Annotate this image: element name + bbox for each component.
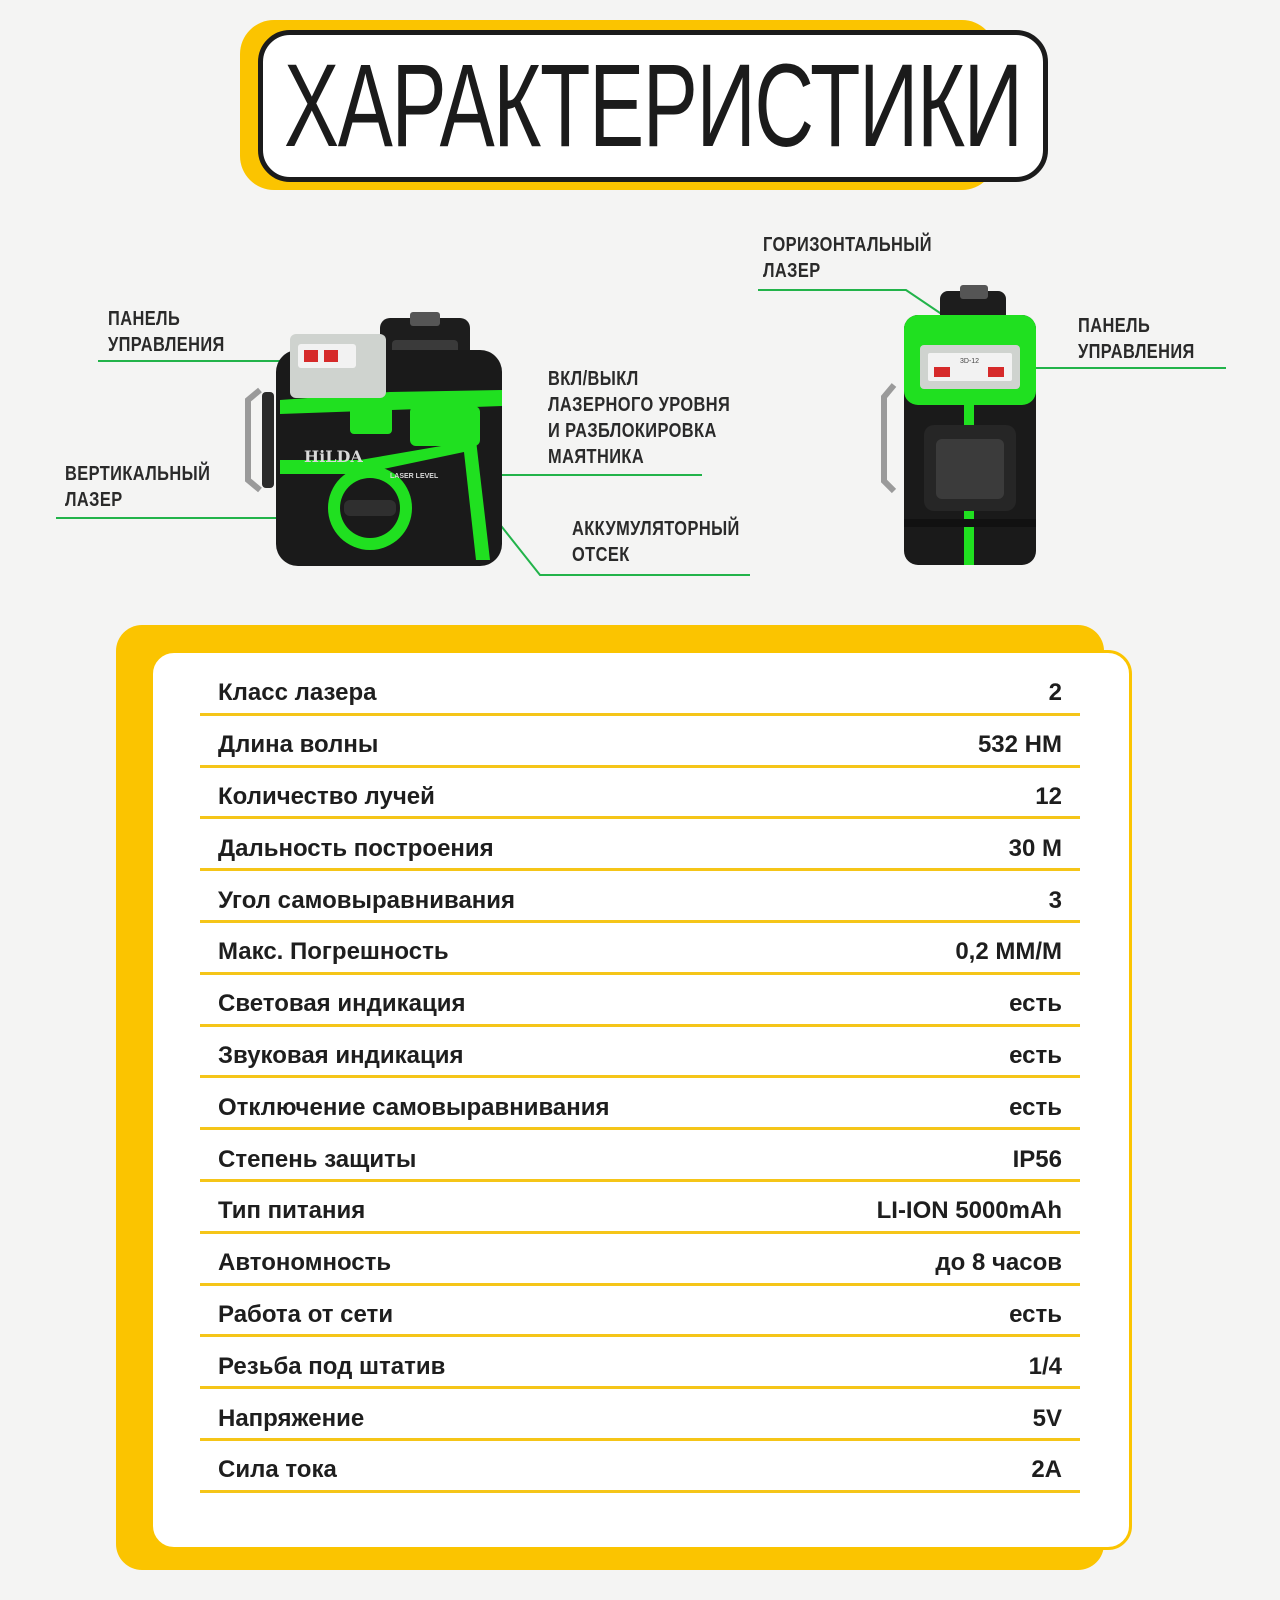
- spec-value: есть: [1009, 1093, 1062, 1121]
- spec-label: Сила тока: [218, 1456, 337, 1484]
- spec-label: Степень защиты: [218, 1145, 417, 1173]
- spec-label: Макс. Погрешность: [218, 938, 449, 966]
- spec-label: Количество лучей: [218, 782, 435, 810]
- page-title: ХАРАКТЕРИСТИКИ: [284, 40, 1022, 172]
- spec-label: Дальность построения: [218, 834, 494, 862]
- spec-label: Работа от сети: [218, 1300, 394, 1328]
- spec-value: 2A: [1031, 1456, 1062, 1484]
- title-banner: [258, 30, 1048, 182]
- laser-level-front-view: [880, 285, 1060, 570]
- spec-value: есть: [1009, 990, 1062, 1018]
- spec-label: Резьба под штатив: [218, 1352, 446, 1380]
- spec-label: Отключение самовыравнивания: [218, 1093, 610, 1121]
- spec-row: [200, 1389, 1080, 1441]
- spec-value: 3: [1048, 886, 1062, 914]
- spec-row: [200, 664, 1080, 716]
- spec-row: [200, 819, 1080, 871]
- callout-horizontal-laser: ГОРИЗОНТАЛЬНЫЙ ЛАЗЕР: [763, 234, 932, 282]
- spec-row: [200, 768, 1080, 820]
- spec-value: 532 НМ: [977, 731, 1062, 759]
- spec-value: есть: [1009, 1300, 1062, 1328]
- spec-label: Автономность: [218, 1249, 392, 1277]
- callout-battery-compartment: АККУМУЛЯТОРНЫЙ ОТСЕК: [572, 518, 740, 566]
- spec-row: [200, 1286, 1080, 1338]
- brand-logo-text: HiLDA: [304, 447, 363, 466]
- spec-value: 30 М: [1008, 834, 1062, 862]
- spec-value: 1/4: [1028, 1352, 1062, 1380]
- spec-row: [200, 1182, 1080, 1234]
- spec-value: 0,2 ММ/М: [955, 938, 1062, 966]
- spec-row: [200, 716, 1080, 768]
- spec-value: 12: [1035, 782, 1062, 810]
- spec-row: [200, 975, 1080, 1027]
- spec-row: [200, 1234, 1080, 1286]
- spec-row: [200, 1337, 1080, 1389]
- spec-table: [200, 664, 1080, 1493]
- spec-label: Напряжение: [218, 1404, 365, 1432]
- spec-label: Угол самовыравнивания: [218, 886, 516, 914]
- spec-label: Класс лазера: [218, 679, 377, 707]
- model-label-text: LASER LEVEL: [390, 473, 439, 480]
- spec-row: [200, 1130, 1080, 1182]
- spec-value: 2: [1048, 679, 1062, 707]
- callout-control-panel-left: ПАНЕЛЬ УПРАВЛЕНИЯ: [108, 308, 225, 356]
- spec-label: Тип питания: [218, 1197, 366, 1225]
- spec-label: Звуковая индикация: [218, 1041, 464, 1069]
- spec-value: до 8 часов: [935, 1249, 1062, 1277]
- spec-value: есть: [1009, 1041, 1062, 1069]
- callout-power-switch: ВКЛ/ВЫКЛ ЛАЗЕРНОГО УРОВНЯ И РАЗБЛОКИРОВКА МАЯТНИКА: [548, 368, 731, 468]
- spec-row: [200, 1441, 1080, 1493]
- spec-row: [200, 923, 1080, 975]
- callout-control-panel-right: ПАНЕЛЬ УПРАВЛЕНИЯ: [1078, 315, 1195, 363]
- spec-row: [200, 1078, 1080, 1130]
- spec-row: [200, 871, 1080, 923]
- laser-level-side-view: [240, 310, 520, 580]
- spec-value: LI-ION 5000mAh: [876, 1197, 1062, 1225]
- spec-label: Длина волны: [218, 731, 379, 759]
- spec-value: IP56: [1012, 1145, 1062, 1173]
- spec-row: [200, 1027, 1080, 1079]
- spec-value: 5V: [1032, 1404, 1062, 1432]
- callout-vertical-laser: ВЕРТИКАЛЬНЫЙ ЛАЗЕР: [65, 463, 211, 511]
- spec-label: Световая индикация: [218, 990, 466, 1018]
- panel-code-text: 3D-12: [960, 358, 980, 365]
